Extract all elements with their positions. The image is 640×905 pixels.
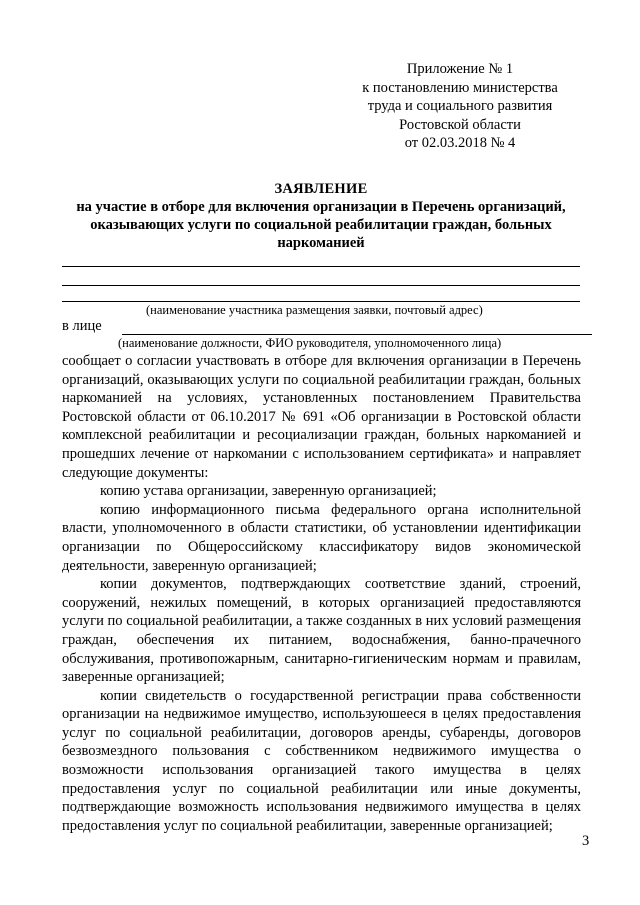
page-number: 3 [582, 833, 590, 849]
appendix-line: от 02.03.2018 № 4 [404, 135, 516, 152]
participant-line-1 [62, 266, 580, 267]
appendix-line: труда и социального развития [367, 98, 553, 115]
body-paragraph: копии документов, подтверждающих соответствие зданий, строений, сооружений, нежилых помещений, в которых организацией предоставляются услуги по социальной реабилитации, а также созданных в них условий размещения граждан, обеспечения их питанием, водоснабжения, банно-прачечного обслуживания, противопожарным, санитарно-гигиеническим нормам и правилам, заверенные организацией; [62, 576, 581, 686]
title-main: ЗАЯВЛЕНИЕ [274, 181, 368, 197]
title-line: оказывающих услуги по социальной реабилитации граждан, больных [90, 217, 552, 233]
body-paragraph: копию информационного письма федерального органа исполнительной власти, уполномоченного в области статистики, об установлении идентификации организации по Общероссийскому классификатору видов экономической деятельности, заверенную организацией; [62, 501, 581, 574]
document-body [62, 352, 581, 835]
person-line [122, 334, 592, 335]
participant-hint: (наименование участника размещения заявки, почтовый адрес) [146, 303, 483, 317]
appendix-line: Приложение № 1 [406, 61, 514, 77]
participant-line-3 [62, 301, 580, 302]
participant-line-2 [62, 285, 580, 286]
body-paragraph: копии свидетельств о государственной регистрации права собственности организации на недвижимое имущество, используюшееся в целях предоставления услуг по социальной реабилитации, договоров аренды, субаренды, договоров безвозмездного пользования с собственником недвижимого имущества о возможности использования организацией такого имущества в целях предоставления услуг по социальной реабилитации или иные документы, подтверждающие возможность использования недвижимого имущества в целях предоставления услуг по социальной реабилитации, заверенные организацией; [62, 687, 581, 834]
appendix-block [340, 60, 580, 153]
person-hint: (наименование должности, ФИО руководителя, уполномоченного лица) [118, 336, 502, 350]
body-paragraph: сообщает о согласии участвовать в отборе для включения организации в Перечень организаций, оказывающих услуги по социальной реабилитации граждан, больных наркоманией на условиях, установленных постановлением Правительства Ростовской области от 06.10.2017 № 691 «Об организации в Ростовской области комплексной реабилитации и ресоциализации граждан, больных наркоманией и прошедших лечение от наркомании с использованием сертификата» и направляет следующие документы: [62, 353, 581, 481]
document-title [60, 180, 582, 252]
title-line: на участие в отборе для включения организации в Перечень организаций, [76, 199, 566, 215]
appendix-line: Ростовской области [399, 116, 521, 133]
title-line: наркоманией [277, 235, 365, 251]
body-paragraph: копию устава организации, заверенную организацией; [100, 483, 437, 500]
in-person-label: в лице [62, 318, 102, 334]
appendix-line: к постановлению министерства [362, 79, 558, 96]
